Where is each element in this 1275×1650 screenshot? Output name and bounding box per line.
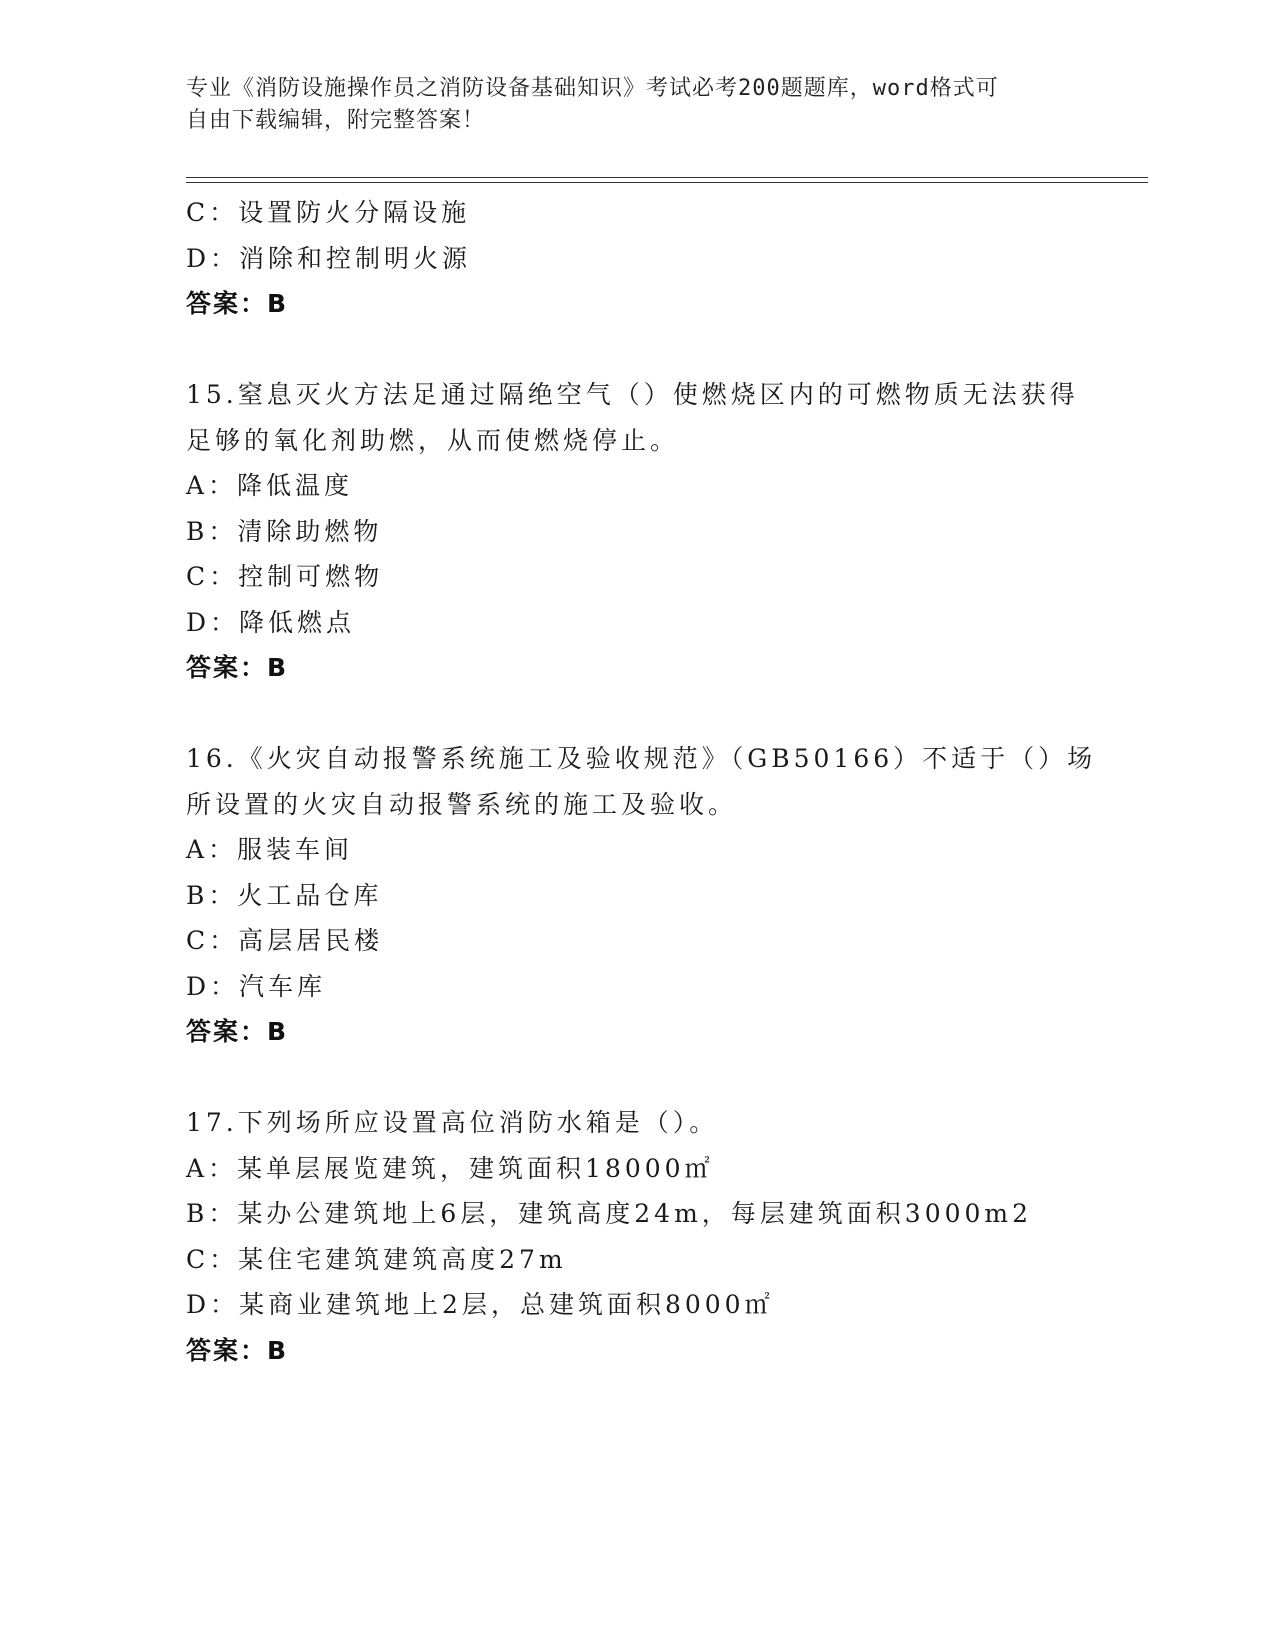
question-14-tail [186, 190, 1086, 327]
document-header [186, 73, 1066, 137]
option-d: D：消除和控制明火源 [186, 243, 472, 273]
spacer [186, 691, 1086, 737]
option-b: B：火工品仓库 [186, 880, 383, 910]
option-d: D：某商业建筑地上2层，总建筑面积8000㎡ [186, 1290, 774, 1319]
header-divider-top [186, 177, 1148, 178]
spacer [186, 1055, 1086, 1101]
question-stem: 所设置的火灾自动报警系统的施工及验收。 [186, 789, 738, 819]
question-16 [186, 736, 1097, 1055]
option-c: C：高层居民楼 [186, 926, 384, 955]
option-a: A：降低温度 [186, 471, 354, 500]
header-line-1: 专业《消防设施操作员之消防设备基础知识》考试必考200题题库，word格式可 [186, 76, 999, 101]
question-stem: 足够的氧化剂助燃，从而使燃烧停止。 [186, 425, 680, 455]
option-a: A：某单层展览建筑，建筑面积18000㎡ [186, 1153, 714, 1183]
option-c: C：设置防火分隔设施 [186, 198, 471, 227]
answer: 答案：B [186, 289, 289, 318]
header-line-2: 自由下载编辑，附完整答案！ [186, 108, 486, 133]
answer: 答案：B [186, 1335, 289, 1365]
question-17 [186, 1100, 1086, 1373]
option-b: B：某办公建筑地上6层，建筑高度24m，每层建筑面积3000m2 [186, 1199, 1033, 1228]
spacer [186, 327, 1086, 373]
question-stem: 15.窒息灭火方法足通过隔绝空气（）使燃烧区内的可燃物质无法获得 [186, 380, 1079, 409]
option-a: A：服装车间 [186, 835, 354, 864]
question-15 [186, 372, 1086, 691]
answer: 答案：B [186, 1017, 289, 1046]
header-divider-bottom [186, 182, 1148, 183]
option-c: C：某住宅建筑建筑高度27m [186, 1244, 567, 1274]
option-b: B：清除助燃物 [186, 516, 383, 546]
question-stem: 17.下列场所应设置高位消防水箱是（）。 [186, 1108, 719, 1137]
question-list [186, 190, 1097, 1373]
option-d: D：降低燃点 [186, 607, 356, 637]
answer: 答案：B [186, 653, 289, 682]
option-d: D：汽车库 [186, 971, 327, 1001]
question-stem: 16.《火灾自动报警系统施工及验收规范》（GB50166）不适于（）场 [186, 744, 1097, 773]
option-c: C：控制可燃物 [186, 562, 384, 591]
